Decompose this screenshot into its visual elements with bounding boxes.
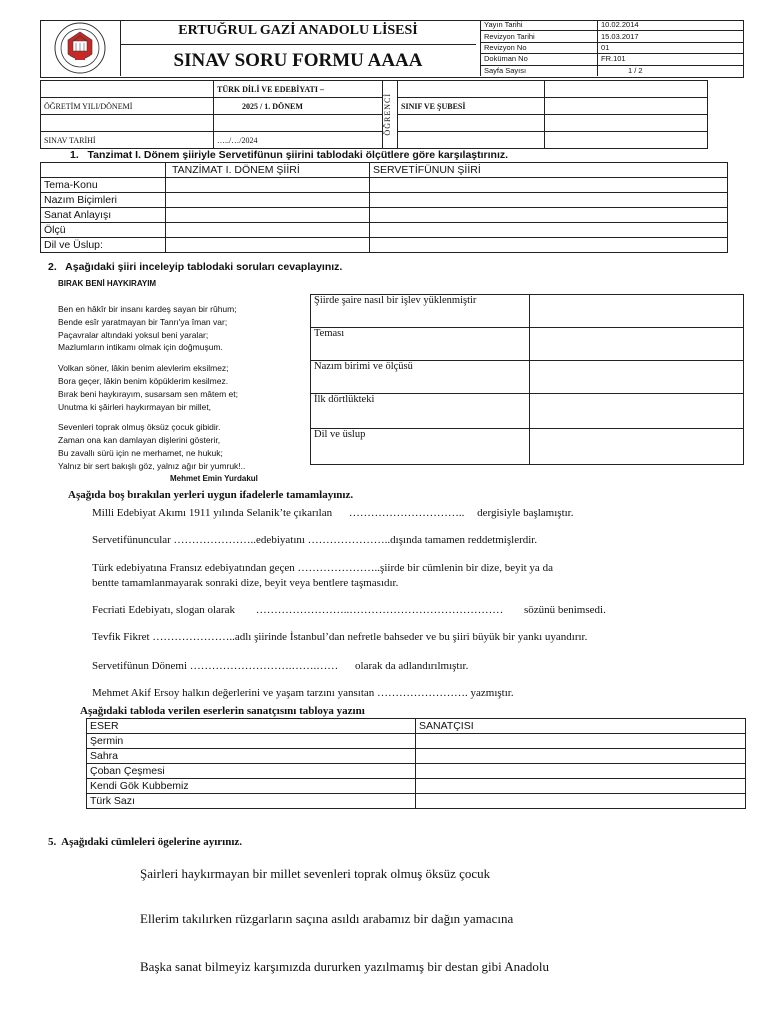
answer-cell[interactable] — [370, 193, 728, 208]
meta-value: FR.101 — [598, 54, 744, 65]
question-label: Nazım birimi ve ölçüsü — [311, 361, 530, 394]
meta-label: Sayfa Sayısı — [481, 65, 598, 76]
answer-cell[interactable] — [370, 223, 728, 238]
fill-item: Türk edebiyatına Fransız edebiyatından geçen …………………..şiirde bir cümlenin bir dize, beyit ya da bentte tamamlanmayarak sonraki dize, beyit veya bentlere taşmasıdır. — [92, 562, 553, 589]
question-text: Aşağıdaki şiiri inceleyip tablodaki soruları cevaplayınız. — [65, 261, 343, 273]
poet-name: Mehmet Emin Yurdakul — [170, 474, 258, 483]
work-name: Kendi Gök Kubbemiz — [87, 779, 416, 794]
question-label: İlk dörtlükteki — [311, 394, 530, 429]
question-number: 5. — [48, 836, 57, 848]
date-label: SINAV TARİHİ — [41, 132, 214, 149]
year-value: 2025 / 1. DÖNEM — [214, 98, 383, 115]
poem-body — [58, 303, 308, 473]
question-label: Şiirde şaire nasıl bir işlev yüklenmiştir — [311, 295, 530, 328]
meta-value: 10.02.2014 — [598, 20, 744, 31]
course-name: TÜRK DİLİ VE EDEBİYATI – — [214, 81, 383, 98]
criteria-label: Nazım Biçimleri — [41, 193, 166, 208]
sentence: Ellerim takılırken rüzgarların saçına asıldı arabamız bir dağın yamacına — [140, 911, 514, 926]
year-label: ÖĞRETİM YILI/DÖNEMİ — [41, 98, 214, 115]
question-1 — [70, 149, 508, 161]
answer-cell[interactable] — [166, 193, 370, 208]
answer-cell[interactable] — [530, 295, 744, 328]
question-4-text: Aşağıdaki tabloda verilen eserlerin sanatçısını tabloya yazını — [80, 705, 365, 717]
answer-cell[interactable] — [530, 328, 744, 361]
table-header: SANATÇISI — [416, 719, 746, 734]
answer-cell[interactable] — [530, 429, 744, 465]
question-2 — [48, 261, 342, 273]
poem-stanza: Sevenleri toprak olmuş öksüz çocuk gibidir. Zaman ona kan damlayan dişlerini gösterir, Bu zavallı sürü için ne merhamet, ne hukuk; Yalnız bir sert bakışlı göz, yalnız ağır bir yumruk!.. — [58, 422, 246, 471]
meta-value: 01 — [598, 42, 744, 53]
question-number: 1. — [70, 149, 79, 161]
table-header: SERVETİFÜNUN ŞİİRİ — [370, 163, 728, 178]
poem-stanza: Ben en hâkîr bir insanı kardeş sayan bir rûhum; Bende esîr yaratmayan bir Tanrı'ya îman var; Paçavralar altındaki yoksul beni yaralar; Mazlumların intikamı olmak için doğmuşum. — [58, 304, 237, 353]
answer-cell[interactable] — [416, 779, 746, 794]
criteria-label: Tema-Konu — [41, 178, 166, 193]
answer-cell[interactable] — [370, 178, 728, 193]
answer-cell[interactable] — [370, 208, 728, 223]
document-meta — [480, 20, 743, 76]
exam-info-table — [40, 80, 708, 149]
sentence: Şairleri haykırmayan bir millet sevenleri toprak olmuş öksüz çocuk — [140, 866, 491, 881]
date-value: …../…/2024 — [214, 132, 383, 149]
answer-cell[interactable] — [416, 764, 746, 779]
question-3-text: Aşağıda boş bırakılan yerleri uygun ifadelerle tamamlayınız. — [68, 489, 354, 501]
table-header: TANZİMAT I. DÖNEM ŞİİRİ — [166, 163, 370, 178]
meta-value: 15.03.2017 — [598, 31, 744, 42]
answer-cell[interactable] — [166, 238, 370, 253]
sentence: Başka sanat bilmeyiz karşımızda dururken yazılmamış bir destan gibi Anadolu — [140, 959, 550, 974]
meta-label: Yayın Tarihi — [481, 20, 598, 31]
answer-cell[interactable] — [166, 223, 370, 238]
meta-value: 1 / 2 — [598, 65, 744, 76]
question-text: Aşağıdaki cümleleri ögelerine ayırınız. — [61, 836, 243, 848]
criteria-label: Dil ve Üslup: — [41, 238, 166, 253]
answer-cell[interactable] — [416, 794, 746, 809]
meta-label: Revizyon Tarihi — [481, 31, 598, 42]
fill-item: Servetifünuncular …………………..edebiyatını …………………..dışında tamamen reddetmişlerdir. — [92, 534, 538, 546]
q2-analysis-table — [310, 294, 744, 465]
fill-item: Milli Edebiyat Akımı 1911 yılında Selanik’te çıkarılan ………………………….. dergisiyle başlamıştır. — [92, 507, 574, 519]
meta-label: Revizyon No — [481, 42, 598, 53]
school-logo-cell — [40, 20, 121, 76]
criteria-label: Sanat Anlayışı — [41, 208, 166, 223]
q1-comparison-table — [40, 162, 728, 253]
school-logo-icon — [40, 20, 120, 76]
form-title: SINAV SORU FORMU AAAA — [120, 44, 476, 77]
work-name: Şermin — [87, 734, 416, 749]
poem-title: BIRAK BENİ HAYKIRAYIM — [58, 279, 157, 288]
question-label: Teması — [311, 328, 530, 361]
table-header: ESER — [87, 719, 416, 734]
question-text: Tanzimat I. Dönem şiiriyle Servetifünun şiirini tablodaki ölçütlere göre karşılaştırınız. — [87, 149, 509, 161]
answer-cell[interactable] — [416, 749, 746, 764]
fill-item: Mehmet Akif Ersoy halkın değerlerini ve yaşam tarzını yansıtan ……………………. yazmıştır. — [92, 687, 514, 699]
answer-cell[interactable] — [370, 238, 728, 253]
criteria-label: Ölçü — [41, 223, 166, 238]
poem-stanza: Volkan söner, lâkin benim alevlerim eksilmez; Bora geçer, lâkin benim köpüklerim kesilmez. Bırak beni haykırayım, susarsam sen mâtem et; Unutma ki şâirleri haykırmayan bir millet, — [58, 363, 238, 412]
question-number: 2. — [48, 261, 57, 273]
fill-item: Servetifünun Dönemi ……………………….…….…… olarak da adlandırılmıştır. — [92, 660, 469, 672]
answer-cell[interactable] — [530, 394, 744, 429]
work-name: Çoban Çeşmesi — [87, 764, 416, 779]
work-name: Sahra — [87, 749, 416, 764]
question-label: Dil ve üslup — [311, 429, 530, 465]
fill-item: Fecriati Edebiyatı, slogan olarak ……………………..…………………………………… sözünü benimsedi. — [92, 604, 606, 616]
fill-item: Tevfik Fikret …………………..adlı şiirinde İstanbul’dan nefretle bahseder ve bu şiiri büyük bir yankı uyandırır. — [92, 631, 588, 643]
answer-cell[interactable] — [416, 734, 746, 749]
q4-works-table — [86, 718, 746, 809]
answer-cell[interactable] — [166, 178, 370, 193]
school-name: ERTUĞRUL GAZİ ANADOLU LİSESİ — [178, 23, 418, 38]
question-5 — [48, 836, 242, 848]
answer-cell[interactable] — [530, 361, 744, 394]
work-name: Türk Sazı — [87, 794, 416, 809]
meta-label: Doküman No — [481, 54, 598, 65]
student-label: ÖĞRENCİ — [383, 81, 398, 149]
answer-cell[interactable] — [166, 208, 370, 223]
class-field[interactable] — [545, 98, 708, 115]
class-label: SINIF VE ŞUBESİ — [398, 98, 545, 115]
